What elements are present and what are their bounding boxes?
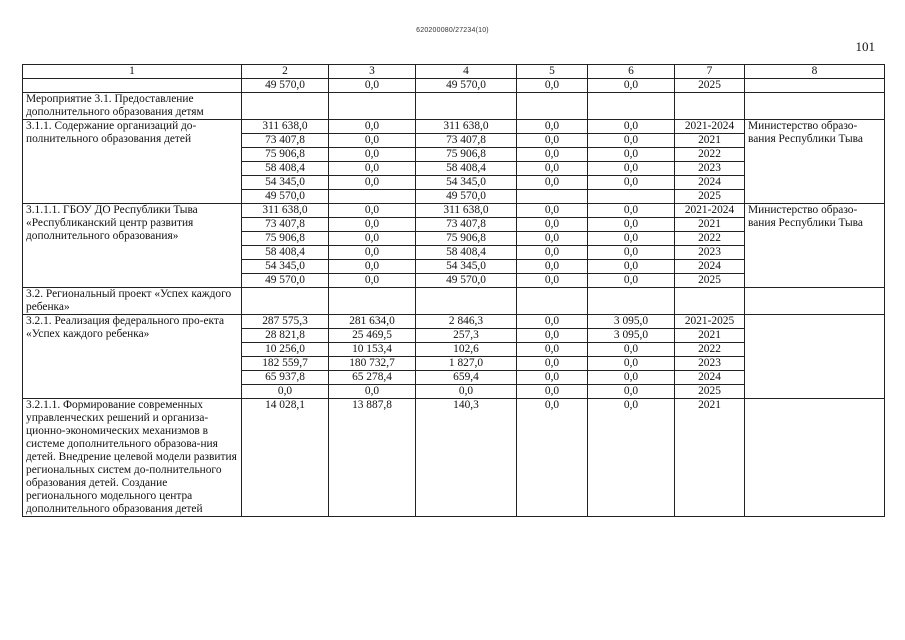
municipal-cell: 0,0 xyxy=(517,204,588,218)
other-cell: 0,0 xyxy=(588,260,675,274)
year-cell: 2025 xyxy=(675,79,745,93)
municipal-cell: 0,0 xyxy=(517,260,588,274)
year-cell: 2021-2025 xyxy=(675,315,745,329)
other-cell: 0,0 xyxy=(588,134,675,148)
other-cell: 0,0 xyxy=(588,79,675,93)
federal-cell: 13 887,8 xyxy=(329,399,416,517)
municipal-cell: 0,0 xyxy=(517,399,588,517)
executor-cell xyxy=(745,399,885,517)
item-name: 3.1.1. Содержание организаций до-полнительного образования детей xyxy=(23,120,242,204)
republic-cell: 311 638,0 xyxy=(416,120,517,134)
federal-cell: 10 153,4 xyxy=(329,343,416,357)
executor-cell xyxy=(745,288,885,315)
other-cell: 3 095,0 xyxy=(588,315,675,329)
year-cell: 2024 xyxy=(675,260,745,274)
column-number: 5 xyxy=(517,65,588,79)
municipal-cell: 0,0 xyxy=(517,120,588,134)
year-cell: 2021 xyxy=(675,134,745,148)
other-cell: 0,0 xyxy=(588,343,675,357)
republic-cell: 58 408,4 xyxy=(416,162,517,176)
republic-cell: 1 827,0 xyxy=(416,357,517,371)
year-cell: 2022 xyxy=(675,343,745,357)
total-cell: 287 575,3 xyxy=(242,315,329,329)
municipal-cell: 0,0 xyxy=(517,218,588,232)
column-number: 8 xyxy=(745,65,885,79)
republic-cell: 49 570,0 xyxy=(416,190,517,204)
republic-cell: 54 345,0 xyxy=(416,176,517,190)
municipal-cell: 0,0 xyxy=(517,357,588,371)
executor-cell xyxy=(745,315,885,399)
federal-cell: 0,0 xyxy=(329,274,416,288)
year-cell: 2024 xyxy=(675,176,745,190)
federal-cell: 0,0 xyxy=(329,148,416,162)
republic-cell: 0,0 xyxy=(416,385,517,399)
page-number: 101 xyxy=(855,39,875,54)
table-row xyxy=(23,79,885,93)
other-cell: 0,0 xyxy=(588,385,675,399)
municipal-cell: 0,0 xyxy=(517,79,588,93)
column-number: 7 xyxy=(675,65,745,79)
budget-table xyxy=(22,64,885,517)
other-cell: 0,0 xyxy=(588,371,675,385)
year-cell: 2025 xyxy=(675,385,745,399)
republic-cell: 49 570,0 xyxy=(416,274,517,288)
total-cell: 73 407,8 xyxy=(242,134,329,148)
republic-cell: 75 906,8 xyxy=(416,148,517,162)
total-cell: 49 570,0 xyxy=(242,190,329,204)
column-number: 1 xyxy=(23,65,242,79)
other-cell: 0,0 xyxy=(588,246,675,260)
republic-cell: 75 906,8 xyxy=(416,232,517,246)
year-cell: 2022 xyxy=(675,148,745,162)
total-cell: 65 937,8 xyxy=(242,371,329,385)
year-cell: 2025 xyxy=(675,190,745,204)
federal-cell: 65 278,4 xyxy=(329,371,416,385)
republic-cell: 73 407,8 xyxy=(416,134,517,148)
municipal-cell: 0,0 xyxy=(517,162,588,176)
measure-name: Мероприятие 3.1. Предоставление дополнительного образования детям xyxy=(23,93,242,120)
year-cell: 2021-2024 xyxy=(675,204,745,218)
federal-cell: 0,0 xyxy=(329,162,416,176)
municipal-cell xyxy=(517,288,588,315)
item-name: 3.2.1. Реализация федерального про-екта «Успех каждого ребенка» xyxy=(23,315,242,399)
other-cell: 0,0 xyxy=(588,232,675,246)
other-cell xyxy=(588,288,675,315)
table-row xyxy=(23,315,885,329)
other-cell: 0,0 xyxy=(588,357,675,371)
year-cell: 2023 xyxy=(675,246,745,260)
item-name: 3.1.1.1. ГБОУ ДО Республики Тыва «Республиканский центр развития дополнительного образования» xyxy=(23,204,242,288)
federal-cell: 25 469,5 xyxy=(329,329,416,343)
municipal-cell: 0,0 xyxy=(517,371,588,385)
executor-cell xyxy=(745,79,885,93)
federal-cell: 0,0 xyxy=(329,79,416,93)
republic-cell: 311 638,0 xyxy=(416,204,517,218)
other-cell: 3 095,0 xyxy=(588,329,675,343)
republic-cell: 257,3 xyxy=(416,329,517,343)
other-cell: 0,0 xyxy=(588,120,675,134)
total-cell: 54 345,0 xyxy=(242,176,329,190)
column-number: 2 xyxy=(242,65,329,79)
total-cell: 311 638,0 xyxy=(242,204,329,218)
other-cell: 0,0 xyxy=(588,274,675,288)
executor-cell: Министерство образо-вания Республики Тыва xyxy=(745,120,885,204)
municipal-cell: 0,0 xyxy=(517,148,588,162)
column-number: 3 xyxy=(329,65,416,79)
federal-cell: 0,0 xyxy=(329,218,416,232)
municipal-cell xyxy=(517,93,588,120)
republic-cell: 54 345,0 xyxy=(416,260,517,274)
total-cell: 75 906,8 xyxy=(242,148,329,162)
column-number: 4 xyxy=(416,65,517,79)
total-cell: 73 407,8 xyxy=(242,218,329,232)
year-cell: 2022 xyxy=(675,232,745,246)
other-cell xyxy=(588,93,675,120)
municipal-cell: 0,0 xyxy=(517,315,588,329)
column-number: 6 xyxy=(588,65,675,79)
republic-cell xyxy=(416,288,517,315)
republic-cell: 140,3 xyxy=(416,399,517,517)
municipal-cell: 0,0 xyxy=(517,385,588,399)
total-cell: 54 345,0 xyxy=(242,260,329,274)
total-cell: 14 028,1 xyxy=(242,399,329,517)
table-row xyxy=(23,93,885,120)
republic-cell: 58 408,4 xyxy=(416,246,517,260)
federal-cell xyxy=(329,190,416,204)
document-code: 620200080/27234(10) xyxy=(416,27,489,34)
table-row xyxy=(23,120,885,134)
federal-cell: 0,0 xyxy=(329,232,416,246)
federal-cell: 0,0 xyxy=(329,204,416,218)
table-row xyxy=(23,399,885,517)
municipal-cell: 0,0 xyxy=(517,343,588,357)
other-cell xyxy=(588,190,675,204)
other-cell: 0,0 xyxy=(588,204,675,218)
municipal-cell: 0,0 xyxy=(517,246,588,260)
municipal-cell: 0,0 xyxy=(517,329,588,343)
municipal-cell xyxy=(517,190,588,204)
total-cell: 10 256,0 xyxy=(242,343,329,357)
federal-cell: 0,0 xyxy=(329,176,416,190)
total-cell xyxy=(242,288,329,315)
total-cell: 58 408,4 xyxy=(242,162,329,176)
other-cell: 0,0 xyxy=(588,162,675,176)
municipal-cell: 0,0 xyxy=(517,274,588,288)
year-cell: 2023 xyxy=(675,357,745,371)
federal-cell: 180 732,7 xyxy=(329,357,416,371)
republic-cell: 49 570,0 xyxy=(416,79,517,93)
total-cell: 0,0 xyxy=(242,385,329,399)
other-cell: 0,0 xyxy=(588,176,675,190)
column-number-row xyxy=(23,65,885,79)
republic-cell: 659,4 xyxy=(416,371,517,385)
total-cell: 75 906,8 xyxy=(242,232,329,246)
year-cell: 2021 xyxy=(675,218,745,232)
federal-cell: 281 634,0 xyxy=(329,315,416,329)
municipal-cell: 0,0 xyxy=(517,176,588,190)
year-cell xyxy=(675,288,745,315)
federal-cell xyxy=(329,288,416,315)
federal-cell xyxy=(329,93,416,120)
republic-cell: 2 846,3 xyxy=(416,315,517,329)
executor-cell xyxy=(745,93,885,120)
republic-cell: 102,6 xyxy=(416,343,517,357)
year-cell: 2021-2024 xyxy=(675,120,745,134)
other-cell: 0,0 xyxy=(588,399,675,517)
federal-cell: 0,0 xyxy=(329,120,416,134)
year-cell: 2021 xyxy=(675,399,745,517)
other-cell: 0,0 xyxy=(588,148,675,162)
year-cell: 2024 xyxy=(675,371,745,385)
project-name: 3.2. Региональный проект «Успех каждого ребенка» xyxy=(23,288,242,315)
total-cell: 58 408,4 xyxy=(242,246,329,260)
federal-cell: 0,0 xyxy=(329,385,416,399)
municipal-cell: 0,0 xyxy=(517,232,588,246)
year-cell: 2023 xyxy=(675,162,745,176)
other-cell: 0,0 xyxy=(588,218,675,232)
municipal-cell: 0,0 xyxy=(517,134,588,148)
year-cell xyxy=(675,93,745,120)
name-cell xyxy=(23,79,242,93)
total-cell: 49 570,0 xyxy=(242,274,329,288)
republic-cell: 73 407,8 xyxy=(416,218,517,232)
total-cell: 28 821,8 xyxy=(242,329,329,343)
republic-cell xyxy=(416,93,517,120)
year-cell: 2025 xyxy=(675,274,745,288)
total-cell xyxy=(242,93,329,120)
federal-cell: 0,0 xyxy=(329,260,416,274)
table-row xyxy=(23,288,885,315)
table-row xyxy=(23,204,885,218)
executor-cell: Министерство образо-вания Республики Тыва xyxy=(745,204,885,288)
federal-cell: 0,0 xyxy=(329,134,416,148)
total-cell: 182 559,7 xyxy=(242,357,329,371)
federal-cell: 0,0 xyxy=(329,246,416,260)
item-name: 3.2.1.1. Формирование современных управленческих решений и организа-ционно-экономических механизмов в системе дополнительного образова-ния детей. Внедрение целевой модели развития региональных систем до-полнительного образования детей. Создание регионального модельного центра дополнительного образования детей xyxy=(23,399,242,517)
total-cell: 311 638,0 xyxy=(242,120,329,134)
total-cell: 49 570,0 xyxy=(242,79,329,93)
year-cell: 2021 xyxy=(675,329,745,343)
